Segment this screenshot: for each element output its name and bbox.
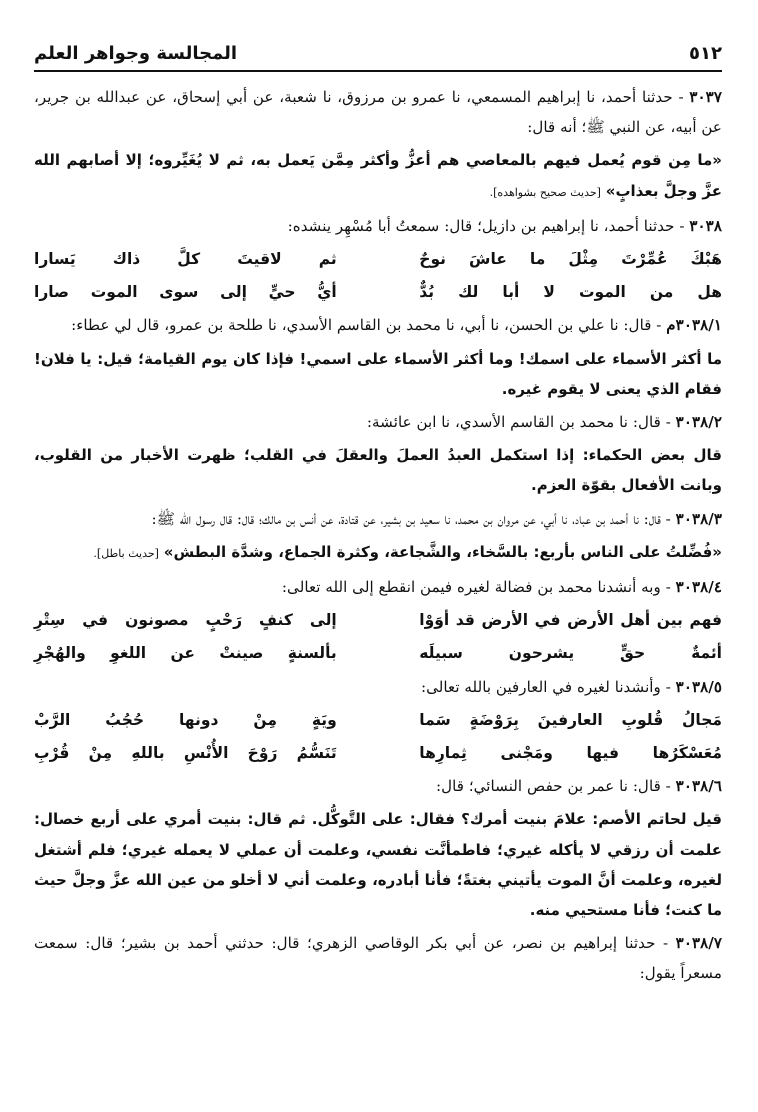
verse-line [34,738,722,768]
hadith-grade: [حديث صحيح بشواهده]. [489,185,601,199]
verse-second-hemistich: تَنَسُّمُ رَوْحَ الأُنْسِ باللهِ مِنْ قُرْبِ [34,744,337,763]
entry-number: ٣٠٣٨/٣ [675,509,722,528]
entry-number: ٣٠٣٧ [689,88,722,106]
entry-3038-2-isnad [34,407,722,437]
entry-3038-isnad [34,211,722,241]
entry-3038-2-matn [34,440,722,500]
verse-line [34,705,722,735]
isnad-text: - حدثنا أحمد، نا إبراهيم بن دازيل؛ قال: سمعتُ أبا مُسْهِر ينشده: [287,216,690,235]
verse-line [34,638,722,668]
entry-3038-3-isnad [34,504,722,534]
page-body [34,82,722,992]
entry-3038-1-isnad [34,310,722,340]
verse-second-hemistich: بألسنةٍ صينتْ عن اللغوِ والهُجْرِ [34,644,337,663]
matn-lead: قال بعض الحكماء: [574,446,722,465]
isnad-text: - حدثنا أحمد، نا إبراهيم المسمعي، نا عمرو بن مرزوق، نا شعبة، عن أبي إسحاق، عن عبدالله بن جرير، عن أبيه، عن النبي ﷺ؛ أنه قال: [34,88,722,137]
hadith-3037-isnad [34,82,722,142]
verse-second-hemistich: ويَةٍ مِنْ دونها حُجُبُ الرَّبْ [34,710,337,729]
verse-line [34,605,722,635]
entry-3038-6-isnad [34,771,722,801]
entry-number: ٣٠٣٨/٤ [675,578,722,597]
page-number: ٥١٢ [689,42,722,64]
running-header [34,38,722,68]
isnad-text: - حدثنا إبراهيم بن نصر، عن أبي بكر الوقاصي الزهري؛ قال: حدثني أحمد بن بشير؛ قال: سمعت مسعراً يقول: [34,934,722,983]
isnad-text: - قال: نا محمد بن القاسم الأسدي، نا ابن عائشة: [366,413,676,432]
verse-first-hemistich: هل من الموت لا أبا لك بُدٌّ [419,283,722,302]
hadith-3037-matn [34,145,722,207]
verse-line [34,244,722,274]
verse-second-hemistich: إلى كنفٍ رَحْبٍ مصونون في سِتْرِ [34,611,337,630]
verse-second-hemistich: أيُّ حيٍّ إلى سوى الموت صارا [34,283,337,302]
entry-number: ٣٠٣٨/٦ [675,777,722,796]
isnad-text: - قال: نا علي بن الحسن، نا أبي، نا محمد بن القاسم الأسدي، نا طلحة بن عمرو، قال لي عطاء: [71,316,667,335]
hadith-grade: [حديث باطل]. [93,546,159,560]
verse-line [34,277,722,307]
entry-3038-6-matn: قيل لحاتم الأصم: علامَ بنيت أمرك؟ فقال: على التَّوكُّل. ثم قال: بنيت أمري على أربع خصال: علمت أن رزقي لا يأكله غيري؛ فاطمأنَّت نفسي، وعلمت أن عملي لا يعمله غيري؛ فلم أشتغل لغيره، وعلمت أنَّ الموت يأتيني بغتةً؛ فأنا أبادره، وعلمت أني لا أخلو من عين الله عزَّ وجلَّ حيث ما كنت؛ فأنا مستحيي منه. [34,810,722,920]
header-rule [34,70,722,72]
isnad-text: - قال: نا أحمد بن عباد، نا أبي، عن مروان بن محمد، نا سعيد بن بشير، عن قتادة، عن أنس بن مالك؛ قال: قال رسول الله ﷺ: [151,509,676,528]
entry-number: ٣٠٣٨ [689,216,722,235]
book-title: المجالسة وجواهر العلم [34,42,238,64]
entry-number: ٣٠٣٨/٥ [675,677,722,696]
verse-first-hemistich: فهم بين أهل الأرض في الأرض قد أوَوْا [419,611,722,630]
entry-number: ٣٠٣٨/١م [666,316,722,335]
matn-text: «ما مِن قوم يُعمل فيهم بالمعاصي هم أعزُّ وأكثر مِمَّن يَعمل به، ثم لا يُغَيِّروه؛ إلا أصابهم الله عزَّ وجلَّ بعذابٍ» [34,151,722,200]
entry-3038-5-isnad [34,672,722,702]
entry-3038-4-isnad [34,572,722,602]
matn-text: «فُضِّلتُ على الناس بأربع: بالسَّخاء، والشَّجاعة، وكثرة الجماع، وشدَّة البطش» [163,542,722,561]
isnad-text: - وبه أنشدنا محمد بن فضالة لغيره فيمن انقطع إلى الله تعالى: [281,578,676,597]
entry-3038-3-matn [34,537,722,569]
entry-3038-1-matn: ما أكثر الأسماء على اسمك! وما أكثر الأسماء على اسمي! فإذا كان يوم القيامة؛ قيل: يا فلان! فقام الذي يعنى لا يقوم غيره. [34,349,722,398]
isnad-text: - وأنشدنا لغيره في العارفين بالله تعالى: [421,677,676,696]
verse-first-hemistich: هَبْكَ عُمِّرْتَ مِثْلَ ما عاشَ نوحٌ [419,250,722,269]
entry-number: ٣٠٣٨/٢ [675,413,722,432]
matn-text: إذا استكمل العبدُ العملَ والعقلَ في القلب؛ ظهرت الأخبار من القلوب، وبانت الأفعال بقوّة العزم. [34,446,722,495]
verse-second-hemistich: ثم لاقيتَ كلَّ ذاك يَسارا [34,250,337,269]
entry-3038-7-isnad [34,928,722,988]
isnad-text: - قال: نا عمر بن حفص النسائي؛ قال: [435,777,676,796]
verse-first-hemistich: أئمةٌ حقٍّ يشرحون سبيلَه [419,644,722,663]
entry-number: ٣٠٣٨/٧ [675,934,722,953]
verse-first-hemistich: مُعَسْكَرُها فيها ومَجْنى ثِمارِها [419,744,722,763]
verse-first-hemistich: مَجالُ قُلوبِ العارفينَ بِرَوْضَةٍ سَما [419,710,722,729]
